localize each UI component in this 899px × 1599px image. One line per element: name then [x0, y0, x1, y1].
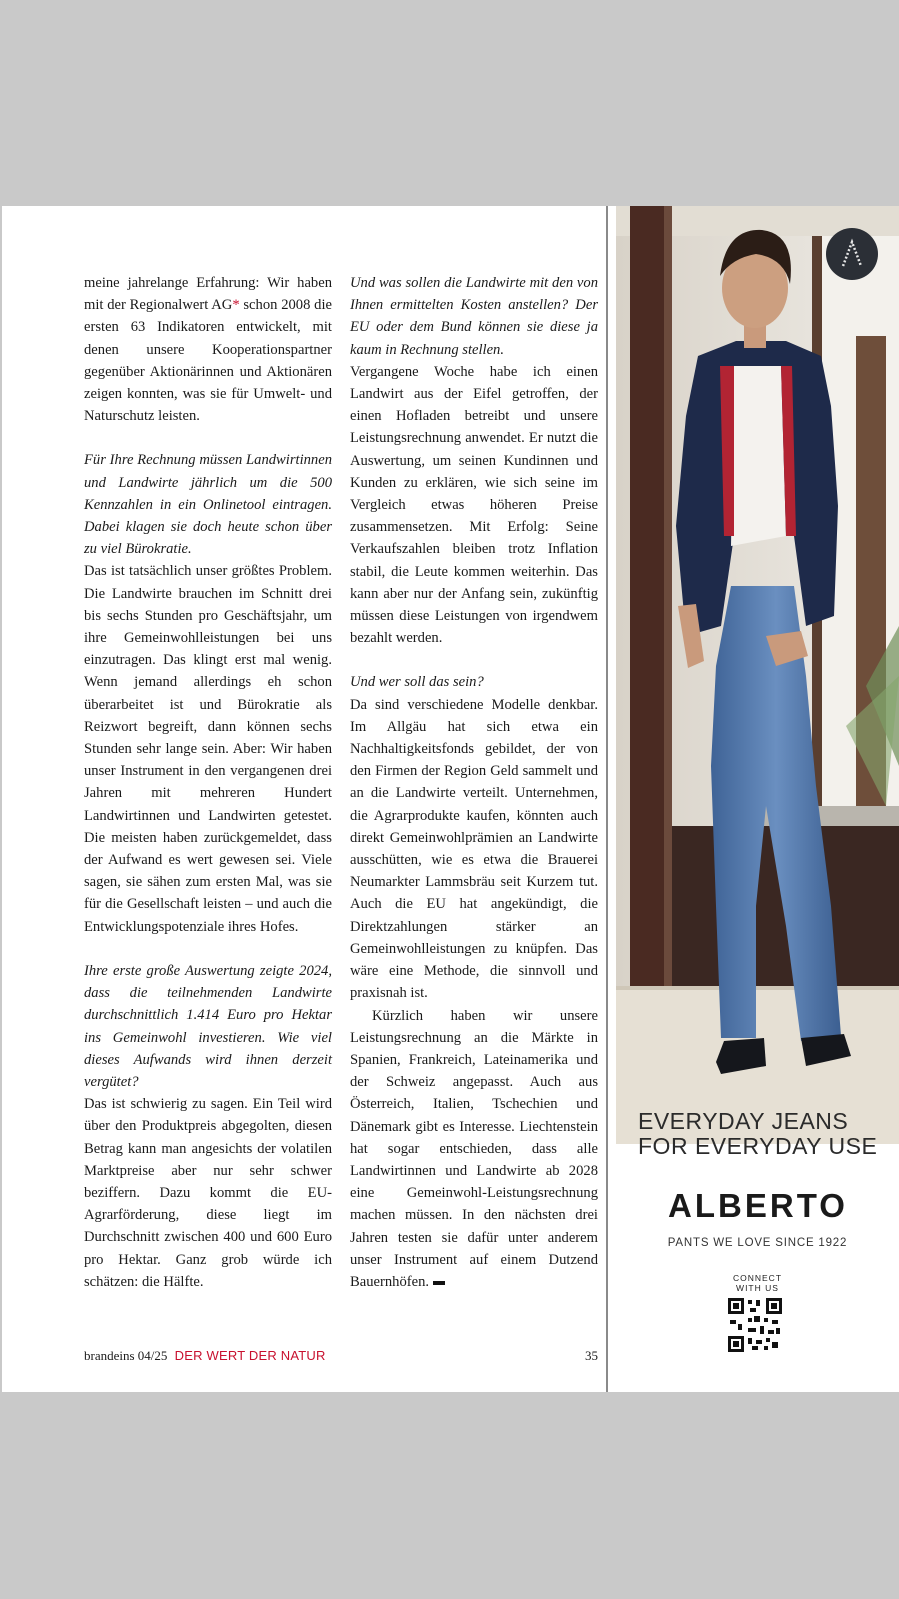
paragraph-text: Das ist schwierig zu sagen. Ein Teil wird über den Produktpreis abgegolten, diesen Betrag kann man angesichts der volatilen Marktpreise aber nur sehr schwer beziffern. Dazu kommt die EU-Agrarförderung, diese liegt im Durchschnitt zwischen 400 und 600 Euro pro Hektar. Ganz grob würde ich schätzen: die Hälfte.	[84, 1096, 332, 1290]
ad-headline	[638, 1109, 888, 1159]
ad-slogan: PANTS WE LOVE SINCE 1922	[667, 1237, 848, 1249]
paragraph-text: Ihre erste große Auswertung zeigte 2024, dass die teilnehmenden Landwirte durchschnittlich 1.414 Euro pro Hektar ins Gemeinwohl investieren. Wie viel dieses Aufwands wird ihnen derzeit vergütet?	[84, 962, 332, 1090]
interview-answer	[350, 361, 598, 650]
ad-headline-line1: EVERYDAY JEANS	[638, 1108, 849, 1134]
paragraph-text: Für Ihre Rechnung müssen Landwirtinnen und Landwirte jährlich um die 500 Kennzahlen in ein Onlinetool eintragen. Dabei klagen sie doch heute schon über zu viel Bürokratie.	[84, 452, 332, 558]
ad-headline-line2: FOR EVERYDAY USE	[638, 1133, 878, 1159]
paragraph-text: Und wer soll das sein?	[350, 674, 484, 691]
interview-answer	[350, 694, 598, 1005]
interview-question	[84, 449, 332, 560]
interview-answer	[350, 1005, 598, 1294]
interview-question	[84, 960, 332, 1093]
connect-line2: WITH US	[736, 1283, 779, 1293]
paragraph-text: Da sind verschiedene Modelle denkbar. Im Allgäu hat sich etwa ein Nachhaltigkeitsfonds gebildet, der von den Firmen der Region Geld sammelt und an die Landwirte verteilt. Unternehmen, die Agrarprodukte kaufen, könnten auch direkt Gemeinwohlprämien an Landwirte ausschütten, wie es etwa die Brauerei Neumarkter Lammsbräu seit Kurzem tut. Auch die EU hat angekündigt, die Direktzahlungen stärker an Gemeinwohlleistungen zu knüpfen. Das wäre eine Methode, die sinnvoll und praxisnah ist.	[350, 696, 598, 1002]
text-run: meine jahrelange Erfahrung: Wir haben mit der Regionalwert AG	[84, 275, 332, 314]
article-column-left	[84, 272, 332, 1293]
text-run: schon 2008 die ersten 63 Indikatoren entwickelt, mit denen unsere Kooperationspartner gegenüber Aktionärinnen und Aktionären zeigen konnten, was sie für Umwelt- und Naturschutz leisten.	[84, 297, 332, 425]
interview-answer	[84, 1093, 332, 1293]
magazine-issue: brandeins 04/25	[84, 1348, 168, 1363]
article-column-right	[350, 272, 598, 1293]
page-fold-divider	[606, 206, 608, 1392]
connect-line1: CONNECT	[732, 1273, 783, 1283]
interview-answer	[84, 560, 332, 937]
paragraph-text: Vergangene Woche habe ich einen Landwirt aus der Eifel getroffen, der einen Hofladen betreibt und unsere Leistungsrechnung anwendet. Er nutzt die Auswertung, um seinen Kundinnen und Kunden zu erklären, wie sich seine im Vergleich etwas höheren Preise zusammensetzen. Mit Erfolg: Seine Verkaufszahlen bleiben trotz Inflation stabil, die Leute kommen weiterhin. Das kann aber nur der Anfang sein, zukünftig müssen diese Leistungen von irgendwem bezahlt werden.	[350, 363, 598, 647]
end-of-article-mark	[433, 1281, 445, 1285]
svg-text:ALBERTO: ALBERTO	[667, 1188, 848, 1222]
qr-code-icon[interactable]	[728, 1298, 782, 1352]
interview-question	[350, 671, 598, 693]
interview-question	[350, 272, 598, 361]
magazine-page	[2, 206, 897, 1392]
page-number: 35	[585, 1348, 598, 1363]
brand-logo-wordmark	[638, 1188, 878, 1222]
connect-label	[616, 1273, 899, 1293]
page-footer	[84, 1348, 598, 1364]
section-title: DER WERT DER NATUR	[174, 1348, 326, 1363]
paragraph-text: Das ist tatsächlich unser größtes Problem. Die Landwirte brauchen im Schnitt drei bis sechs Stunden pro Geschäftsjahr, um ihre Gemeinwohlleistungen bei uns einzutragen. Das klingt erst mal wenig. Wenn jemand allerdings eh schon überarbeitet ist und Bürokratie als Reizwort begreift, dann können sechs Stunden sehr lange sein. Aber: Wir haben unser Instrument in den vergangenen drei Jahren mit mehreren Hundert Landwirtinnen und Landwirten getestet. Die meisten haben zurückgemeldet, dass der Aufwand es wert gewesen sei. Viele sagen, sie sähen zum ersten Mal, was sie für die Gesellschaft leisten – und auch die Entwicklungspotenziale ihres Hofes.	[84, 563, 332, 935]
model-photo	[616, 206, 899, 1144]
brand-logo[interactable]	[616, 1188, 899, 1227]
paragraph-text: Kürzlich haben wir unsere Leistungsrechnung an die Märkte in Spanien, Frankreich, Lateinamerika und der Schweiz angepasst. Auch aus Österreich, Italien, Tschechien und Dänemark gibt es Interesse. Liechtenstein hat sogar entschieden, dass alle Landwirtinnen und Landwirte ab 2028 eine Gemeinwohl-Leistungsrechnung machen müssen. In den nächsten drei Jahren testen sie dafür unter anderem unser Instrument auf einem Dutzend Bauernhöfen.	[350, 1007, 598, 1290]
paragraph-text: Und was sollen die Landwirte mit den von Ihnen ermittelten Kosten anstellen? Der EU oder dem Bund können sie diese ja kaum in Rechnung stellen.	[350, 275, 598, 358]
advertisement[interactable]	[616, 206, 899, 1392]
footnote-asterisk: *	[232, 297, 240, 314]
interview-answer	[84, 272, 332, 427]
